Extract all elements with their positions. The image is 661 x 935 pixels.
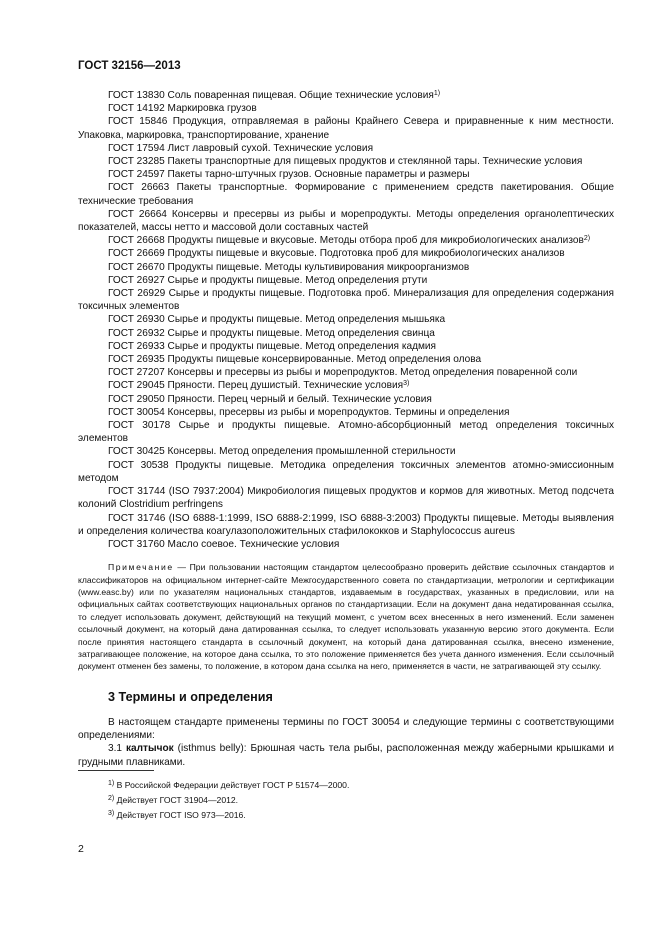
reference-text: ГОСТ 31760 Масло соевое. Технические условия bbox=[108, 538, 340, 550]
reference-text: ГОСТ 27207 Консервы и пресервы из рыбы и морепродуктов. Метод определения поваренной соли bbox=[108, 367, 578, 379]
reference-item bbox=[78, 142, 614, 155]
reference-item bbox=[78, 366, 614, 379]
reference-text: ГОСТ 26929 Сырье и продукты пищевые. Подготовка проб. Минерализация для определения содержания токсичных элементов bbox=[78, 288, 614, 313]
reference-text: ГОСТ 26664 Консервы и пресервы из рыбы и морепродукты. Методы определения органолептических показателей, массы нетто и массовой доли составных частей bbox=[78, 208, 614, 234]
reference-text: ГОСТ 26670 Продукты пищевые. Методы культивирования микроорганизмов bbox=[108, 261, 470, 273]
reference-item bbox=[78, 102, 614, 115]
footnote-text: Действует ГОСТ 31904—2012. bbox=[116, 795, 239, 805]
term-number: 3.1 bbox=[108, 743, 123, 755]
footnotes bbox=[108, 778, 349, 823]
reference-item bbox=[78, 168, 614, 181]
reference-text: ГОСТ 30054 Консервы, пресервы из рыбы и морепродуктов. Термины и определения bbox=[108, 406, 510, 418]
footnote-marker: 3) bbox=[403, 380, 410, 388]
reference-text: ГОСТ 17594 Лист лавровый сухой. Технические условия bbox=[108, 142, 374, 154]
reference-text: ГОСТ 24597 Пакеты тарно-штучных грузов. Основные параметры и размеры bbox=[108, 169, 470, 181]
reference-item bbox=[78, 89, 614, 102]
reference-text: ГОСТ 26933 Сырье и продукты пищевые. Метод определения кадмия bbox=[108, 340, 437, 352]
reference-item bbox=[78, 538, 614, 551]
term-definition bbox=[78, 742, 614, 768]
footnote-text: В Российской Федерации действует ГОСТ Р 51574—2000. bbox=[116, 780, 350, 790]
reference-text: ГОСТ 31746 (ISO 6888-1:1999, ISO 6888-2:1999, ISO 6888-3:2003) Продукты пищевые. Методы выявления и определения количества коагулазоположительных стафилококков и Staphylococcus aureus bbox=[78, 512, 614, 537]
reference-item bbox=[78, 340, 614, 353]
reference-item bbox=[78, 313, 614, 326]
reference-text: ГОСТ 26932 Сырье и продукты пищевые. Метод определения свинца bbox=[108, 327, 435, 339]
reference-item bbox=[78, 393, 614, 406]
reference-text: ГОСТ 15846 Продукция, отправляемая в районы Крайнего Севера и приравненные к ним местности. Упаковка, маркировка, транспортирование, хранение bbox=[78, 116, 614, 141]
footnote-item bbox=[108, 808, 349, 823]
footnote-item bbox=[108, 793, 349, 808]
term-english: (isthmus belly): bbox=[177, 743, 247, 755]
reference-text: ГОСТ 26668 Продукты пищевые и вкусовые. Методы отбора проб для микробиологических анализов bbox=[108, 235, 584, 247]
reference-item bbox=[78, 155, 614, 168]
reference-text: ГОСТ 13830 Соль поваренная пищевая. Общие технические условия bbox=[108, 90, 434, 101]
footnote-divider bbox=[78, 770, 154, 771]
reference-item bbox=[78, 327, 614, 340]
note-label: Примечание bbox=[108, 562, 174, 573]
reference-item bbox=[78, 287, 614, 313]
reference-text: ГОСТ 23285 Пакеты транспортные для пищевых продуктов и стеклянной тары. Технические условия bbox=[108, 156, 583, 168]
reference-item bbox=[78, 208, 614, 234]
reference-item bbox=[78, 247, 614, 260]
reference-text: ГОСТ 26935 Продукты пищевые консервированные. Метод определения олова bbox=[108, 354, 482, 366]
reference-text: ГОСТ 30538 Продукты пищевые. Методика определения токсичных элементов атомно-эмиссионным методом bbox=[78, 459, 614, 484]
reference-item bbox=[78, 234, 614, 247]
reference-item bbox=[78, 485, 614, 511]
footnote-mark: 3) bbox=[108, 810, 115, 817]
footnote-mark: 1) bbox=[108, 780, 115, 787]
reference-text: ГОСТ 31744 (ISO 7937:2004) Микробиология пищевых продуктов и кормов для животных. Метод подсчета колоний Clostridium perfringens bbox=[78, 486, 614, 511]
note-paragraph bbox=[78, 561, 614, 673]
reference-item bbox=[78, 512, 614, 538]
footnote-text: Действует ГОСТ ISO 973—2016. bbox=[116, 810, 246, 820]
footnote-marker: 2) bbox=[583, 235, 591, 243]
reference-item bbox=[78, 181, 614, 207]
term-name: калтычок bbox=[125, 743, 174, 755]
reference-text: ГОСТ 30178 Сырье и продукты пищевые. Атомно-абсорбционный метод определения токсичных элементов bbox=[78, 420, 614, 445]
reference-item bbox=[78, 353, 614, 366]
normative-references-list bbox=[78, 89, 614, 551]
reference-item bbox=[78, 419, 614, 445]
reference-item bbox=[78, 274, 614, 287]
section-title: 3 Термины и определения bbox=[108, 689, 273, 704]
note-text: — При пользовании настоящим стандартом целесообразно проверить действие ссылочных стандартов и классификаторов на официальном интернет-сайте Межгосударственного совета по стандартизации, метрологии и сертификации (www.easc.by) или по указателям национальных стандартов, издаваемым в государствах, указанных в предисловии, или на официальных сайтах соответствующих национальных органов по стандартизации. Если на документ дана недатированная ссылка, то следует использовать документ, действующий на текущий момент, с учетом всех внесенных в него изменений. Если заменен ссылочный документ, на который дана датированная ссылка, то следует использовать указанную версию этого документа. Если после принятия настоящего стандарта в ссылочный документ, на который дана датированная ссылка, внесено изменение, затрагивающее положение, на которое дана ссылка, то это положение применяется без учета данного изменения. Если ссылочный документ отменен без замены, то положение, в котором дана ссылка на него, применяется в части, не затрагивающей эту ссылку. bbox=[78, 562, 614, 672]
document-header: ГОСТ 32156—2013 bbox=[78, 60, 181, 72]
page-number: 2 bbox=[78, 843, 84, 855]
reference-text: ГОСТ 29050 Пряности. Перец черный и белый. Технические условия bbox=[108, 393, 432, 405]
reference-item bbox=[78, 459, 614, 485]
reference-item bbox=[78, 261, 614, 274]
reference-text: ГОСТ 26927 Сырье и продукты пищевые. Метод определения ртути bbox=[108, 274, 428, 286]
footnote-mark: 2) bbox=[108, 795, 115, 802]
section-intro: В настоящем стандарте применены термины по ГОСТ 30054 и следующие термины с соответствующими определениями: bbox=[78, 716, 614, 742]
reference-item bbox=[78, 445, 614, 458]
document-body bbox=[78, 89, 614, 769]
reference-text: ГОСТ 14192 Маркировка грузов bbox=[108, 103, 257, 115]
reference-text: ГОСТ 30425 Консервы. Метод определения промышленной стерильности bbox=[108, 446, 456, 458]
reference-text: ГОСТ 26930 Сырье и продукты пищевые. Метод определения мышьяка bbox=[108, 314, 446, 326]
footnote-marker: 1) bbox=[433, 90, 441, 97]
reference-item bbox=[78, 406, 614, 419]
term-text: Брюшная часть тела рыбы, расположенная между жаберными крышками и грудными плавниками. bbox=[78, 743, 615, 768]
reference-item bbox=[78, 379, 614, 392]
reference-text: ГОСТ 29045 Пряности. Перец душистый. Технические условия bbox=[108, 380, 404, 392]
footnote-item bbox=[108, 778, 349, 793]
reference-text: ГОСТ 26669 Продукты пищевые и вкусовые. Подготовка проб для микробиологических анализов bbox=[108, 248, 565, 260]
reference-item bbox=[78, 115, 614, 141]
reference-text: ГОСТ 26663 Пакеты транспортные. Формирование с применением средств пакетирования. Общие технические требования bbox=[78, 182, 614, 207]
